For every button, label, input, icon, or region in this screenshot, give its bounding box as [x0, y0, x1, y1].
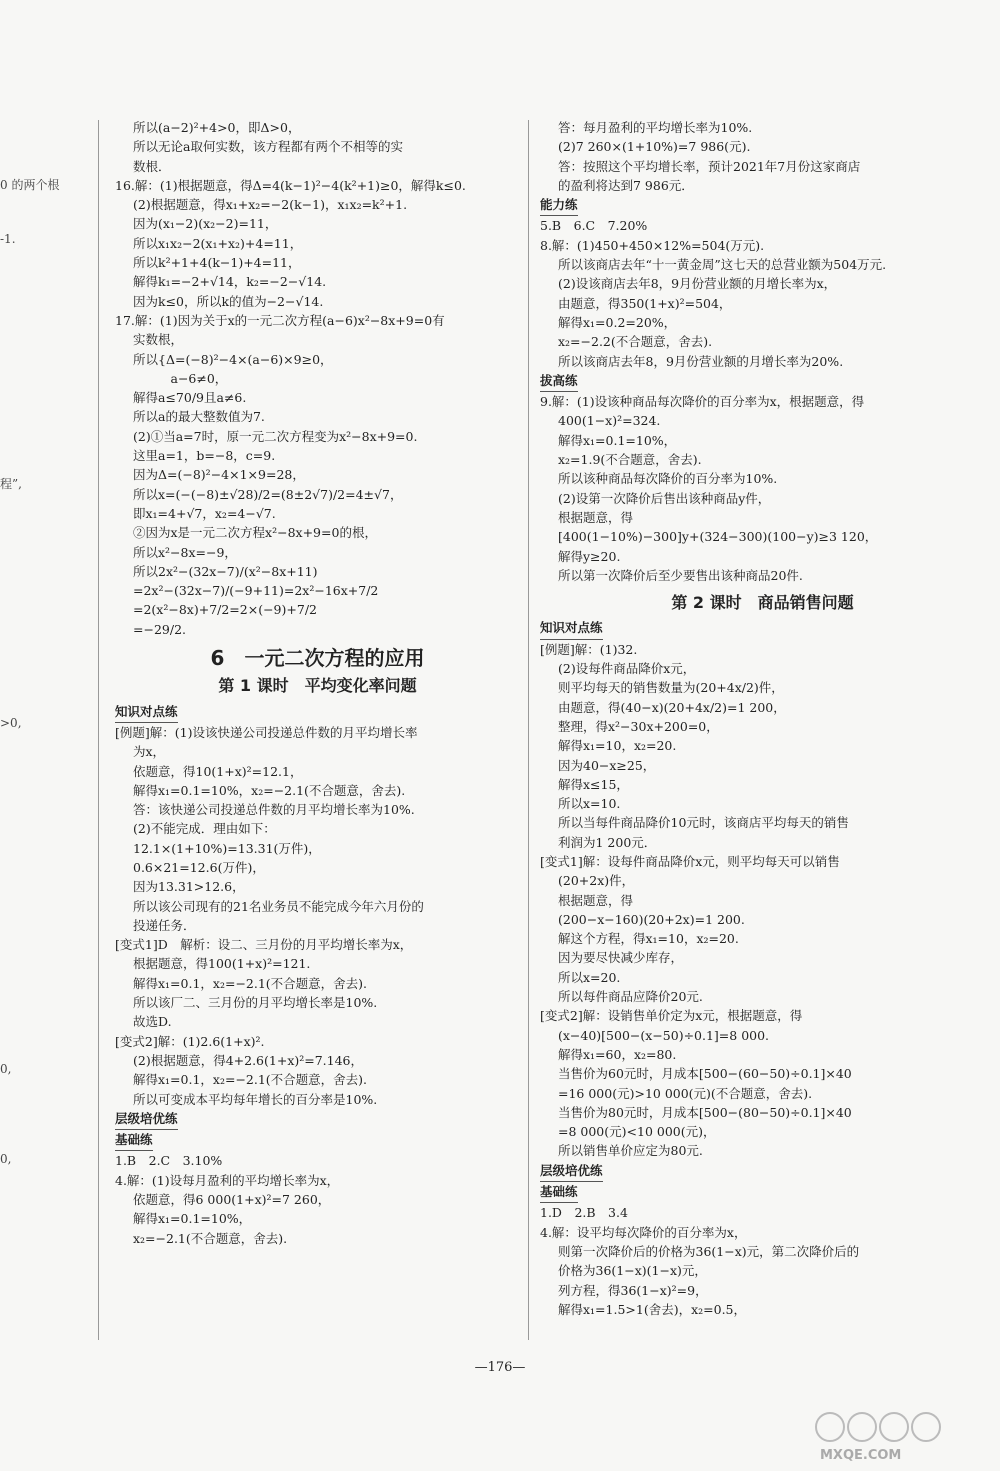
text-line: 根据题意，得 — [558, 892, 634, 908]
text-line: 因为k≤0，所以k的值为−2−√14. — [133, 293, 324, 309]
text-line: 列方程，得36(1−x)²=9， — [558, 1282, 708, 1298]
text-line: 数根． — [133, 158, 171, 174]
text-line: 因为(x₁−2)(x₂−2)=11， — [133, 216, 278, 232]
text-line: 8.解：(1)450+450×12%=504(万元). — [540, 237, 765, 253]
text-line: 所以x=20. — [558, 969, 621, 985]
text-line: 9.解：(1)设该种商品每次降价的百分率为x，根据题意，得 — [540, 394, 865, 410]
text-line: x₂=1.9(不合题意，舍去). — [558, 452, 702, 468]
column-divider-left — [98, 120, 99, 1340]
text-line: (2)根据题意，得4+2.6(1+x)²=7.146， — [133, 1052, 364, 1068]
lesson1-title: 第 1 课时 平均变化率问题 — [218, 676, 417, 696]
text-line: ②因为x是一元二次方程x²−8x+9=0的根， — [133, 525, 377, 541]
text-line: 所以该商店去年8，9月份营业额的月增长率为20%. — [558, 353, 844, 369]
text-line: 16.解：(1)根据题意，得Δ=4(k−1)²−4(k²+1)≥0，解得k≤0. — [115, 177, 466, 193]
text-line: 根据题意，得 — [558, 509, 634, 525]
right-column-lines — [540, 118, 985, 585]
text-line: =8 000(元)<10 000(元)， — [558, 1124, 716, 1140]
text-line — [115, 1130, 520, 1151]
text-line: 为x， — [133, 744, 166, 760]
text-line: 因为40−x≥25， — [558, 757, 656, 773]
text-line: 解得a≤70/9且a≠6. — [133, 390, 247, 406]
text-line: 所以每件商品应降价20元. — [558, 989, 703, 1005]
text-line: =−29/2. — [133, 621, 186, 637]
section-heading: 基础练 — [115, 1130, 153, 1151]
text-line: 400(1−x)²=324. — [558, 413, 661, 429]
text-line: 整理，得x²−30x+200=0， — [558, 718, 719, 734]
text-line: =2x²−(32x−7)/(−9+11)=2x²−16x+7/2 — [133, 583, 379, 599]
text-line: 所以该公司现有的21名业务员不能完成今年六月份的 — [133, 898, 424, 914]
text-line: 实数根， — [133, 332, 184, 348]
section-heading: 知识对点练 — [115, 702, 178, 723]
right-column — [540, 118, 985, 1319]
text-line: [例题]解：(1)设该快递公司投递总件数的月平均增长率 — [115, 724, 418, 740]
section-heading: 能力练 — [540, 195, 578, 216]
text-line: 所以a的最大整数值为7. — [133, 409, 265, 425]
section-heading: 拔高练 — [540, 371, 578, 392]
text-line: 解得y≥20. — [558, 548, 621, 564]
text-line: 当售价为80元时，月成本[500−(80−50)÷0.1]×40 — [558, 1104, 852, 1120]
text-line: 解得x₁=60，x₂=80. — [558, 1046, 677, 1062]
text-line: =16 000(元)>10 000(元)(不合题意，舍去). — [558, 1085, 813, 1101]
text-line: 所以k²+1+4(k−1)+4=11， — [133, 255, 301, 271]
text-line: 所以可变成本平均每年增长的百分率是10%. — [133, 1091, 378, 1107]
text-line: 的盈利将达到7 986元． — [558, 177, 694, 193]
text-line: 这里a=1，b=−8，c=9. — [133, 448, 276, 464]
section-heading: 层级培优练 — [540, 1161, 603, 1182]
text-line: 根据题意，得100(1+x)²=121. — [133, 956, 311, 972]
text-line: (2)设第一次降价后售出该种商品y件， — [558, 490, 771, 506]
lesson1-lines — [115, 702, 520, 1248]
text-line: 12.1×(1+10%)=13.31(万件)， — [133, 840, 321, 856]
text-line: (2)①当a=7时，原一元二次方程变为x²−8x+9=0. — [133, 428, 418, 444]
text-line: 所以当每件商品降价10元时，该商店平均每天的销售 — [558, 815, 849, 831]
lesson2-title: 第 2 课时 商品销售问题 — [671, 593, 854, 613]
edge-fragment: 程”, — [0, 477, 22, 491]
text-line: 解得k₁=−2+√14，k₂=−2−√14. — [133, 274, 327, 290]
text-line: 因为Δ=(−8)²−4×1×9=28， — [133, 467, 305, 483]
text-line: 所以第一次降价后至少要售出该种商品20件. — [558, 567, 803, 583]
text-line: 解得x₁=0.1=10%， — [133, 1211, 252, 1227]
text-line: [变式2]解：(1)2.6(1+x)². — [115, 1033, 265, 1049]
text-line: 投递任务． — [133, 917, 196, 933]
text-line: 解得x₁=1.5>1(舍去)，x₂=0.5， — [558, 1301, 747, 1317]
text-line: 由题意，得(40−x)(20+4x/2)=1 200， — [558, 699, 786, 715]
text-line — [540, 1182, 985, 1203]
text-line: [变式2]解：设销售单价定为x元，根据题意，得 — [540, 1008, 803, 1024]
text-line: 解得x₁=0.1，x₂=−2.1(不合题意，舍去). — [133, 975, 368, 991]
edge-fragment: 0 的两个根 — [0, 178, 60, 192]
text-line: 所以该种商品每次降价的百分率为10%. — [558, 471, 778, 487]
left-column — [115, 118, 520, 1248]
text-line: 价格为36(1−x)(1−x)元， — [558, 1263, 707, 1279]
text-line: 所以x²−8x=−9， — [133, 544, 237, 560]
text-line: 5.B 6.C 7.20% — [540, 218, 648, 234]
text-line: [变式1]D 解析：设二、三月份的月平均增长率为x， — [115, 937, 413, 953]
text-line: 依题意，得10(1+x)²=12.1， — [133, 763, 303, 779]
text-line: 所以(a−2)²+4>0，即Δ>0， — [133, 120, 301, 135]
left-column-lines — [115, 118, 520, 639]
text-line — [115, 1109, 520, 1130]
watermark-logo — [810, 1405, 970, 1465]
text-line: 则第一次降价后的价格为36(1−x)元，第二次降价后的 — [558, 1243, 860, 1259]
edge-fragment: 0, — [0, 1152, 12, 1166]
section-heading: 知识对点练 — [540, 618, 603, 639]
text-line: [例题]解：(1)32. — [540, 641, 638, 657]
text-line: 答：每月盈利的平均增长率为10%. — [558, 120, 753, 135]
text-line: 1.D 2.B 3.4 — [540, 1205, 628, 1221]
text-line: a−6≠0， — [133, 370, 228, 386]
text-line: 解得x₁=0.1=10%， — [558, 432, 677, 448]
text-line: 因为要尽快减少库存， — [558, 950, 684, 966]
text-line: (2)设该商店去年8，9月份营业额的月增长率为x， — [558, 276, 837, 292]
text-line: (2)根据题意，得x₁+x₂=−2(k−1)，x₁x₂=k²+1. — [133, 197, 408, 213]
text-line — [540, 618, 985, 639]
text-line: 当售价为60元时，月成本[500−(60−50)÷0.1]×40 — [558, 1066, 852, 1082]
text-line: x₂=−2.2(不合题意，舍去). — [558, 334, 713, 350]
text-line: 所以2x²−(32x−7)/(x²−8x+11) — [133, 563, 318, 579]
text-line: 所以该厂二、三月份的月平均增长率是10%. — [133, 995, 378, 1011]
chapter-title: 6 一元二次方程的应用 — [210, 646, 425, 671]
text-line: (200−x−160)(20+2x)=1 200. — [558, 911, 745, 927]
section-heading: 基础练 — [540, 1182, 578, 1203]
text-line: x₂=−2.1(不合题意，舍去). — [133, 1230, 288, 1246]
text-line: (x−40)[500−(x−50)÷0.1]=8 000. — [558, 1027, 770, 1043]
text-line: 所以该商店去年“十一黄金周”这七天的总营业额为504万元. — [558, 257, 887, 273]
text-line: (2)设每件商品降价x元， — [558, 661, 696, 677]
text-line: 解得x≤15， — [558, 776, 629, 792]
text-line: (2)不能完成．理由如下： — [133, 821, 276, 837]
text-line: 依题意，得6 000(1+x)²=7 260， — [133, 1192, 331, 1208]
text-line: 解这个方程，得x₁=10，x₂=20. — [558, 931, 739, 947]
text-line — [115, 702, 520, 723]
column-divider-middle — [528, 120, 529, 1340]
text-line: [400(1−10%)−300]y+(324−300)(100−y)≥3 120， — [558, 529, 878, 545]
edge-fragment: -1. — [0, 232, 16, 246]
text-line: 解得x₁=0.1，x₂=−2.1(不合题意，舍去). — [133, 1072, 368, 1088]
text-line — [540, 1161, 985, 1182]
edge-fragment: 0, — [0, 1062, 12, 1076]
page-number: —176— — [474, 1360, 526, 1375]
text-line: 则平均每天的销售数量为(20+4x/2)件， — [558, 680, 784, 696]
text-line: 解得x₁=0.1=10%，x₂=−2.1(不合题意，舍去). — [133, 782, 406, 798]
text-line: 所以{Δ=(−8)²−4×(a−6)×9≥0， — [133, 351, 333, 367]
text-line: 所以无论a取何实数，该方程都有两个不相等的实 — [133, 139, 403, 155]
text-line: 0.6×21=12.6(万件)， — [133, 859, 265, 875]
text-line — [540, 195, 985, 216]
text-line: (20+2x)件， — [558, 873, 635, 889]
edge-fragment: >0, — [0, 716, 22, 730]
text-line: 答：该快递公司投递总件数的月平均增长率为10%. — [133, 802, 415, 818]
text-line: [变式1]解：设每件商品降价x元，则平均每天可以销售 — [540, 853, 840, 869]
lesson2-lines — [540, 618, 985, 1319]
text-line: 1.B 2.C 3.10% — [115, 1153, 223, 1169]
watermark-text: MXQE.COM — [820, 1448, 902, 1463]
text-line: 所以x₁x₂−2(x₁+x₂)+4=11， — [133, 235, 303, 251]
text-line: 4.解：(1)设每月盈利的平均增长率为x， — [115, 1172, 340, 1188]
text-line: 17.解：(1)因为关于x的一元二次方程(a−6)x²−8x+9=0有 — [115, 312, 445, 328]
text-line: 利润为1 200元． — [558, 834, 657, 850]
text-line: =2(x²−8x)+7/2=2×(−9)+7/2 — [133, 602, 317, 618]
text-line: 解得x₁=10，x₂=20. — [558, 738, 677, 754]
text-line: 所以x=10. — [558, 796, 621, 812]
text-line: 即x₁=4+√7，x₂=4−√7. — [133, 505, 276, 521]
text-line: 因为13.31>12.6， — [133, 879, 245, 895]
text-line: 4.解：设平均每次降价的百分率为x， — [540, 1224, 747, 1240]
text-line: 由题意，得350(1+x)²=504， — [558, 295, 732, 311]
text-line: 解得x₁=0.2=20%， — [558, 314, 677, 330]
text-line: (2)7 260×(1+10%)=7 986(元). — [558, 139, 751, 155]
text-line: 答：按照这个平均增长率，预计2021年7月份这家商店 — [558, 158, 861, 174]
text-line — [540, 371, 985, 392]
section-heading: 层级培优练 — [115, 1109, 178, 1130]
left-edge-fragments — [0, 0, 95, 1300]
text-line: 故选D. — [133, 1014, 172, 1030]
text-line: 所以销售单价应定为80元. — [558, 1143, 703, 1159]
text-line: 所以x=(−(−8)±√28)/2=(8±2√7)/2=4±√7， — [133, 486, 403, 502]
